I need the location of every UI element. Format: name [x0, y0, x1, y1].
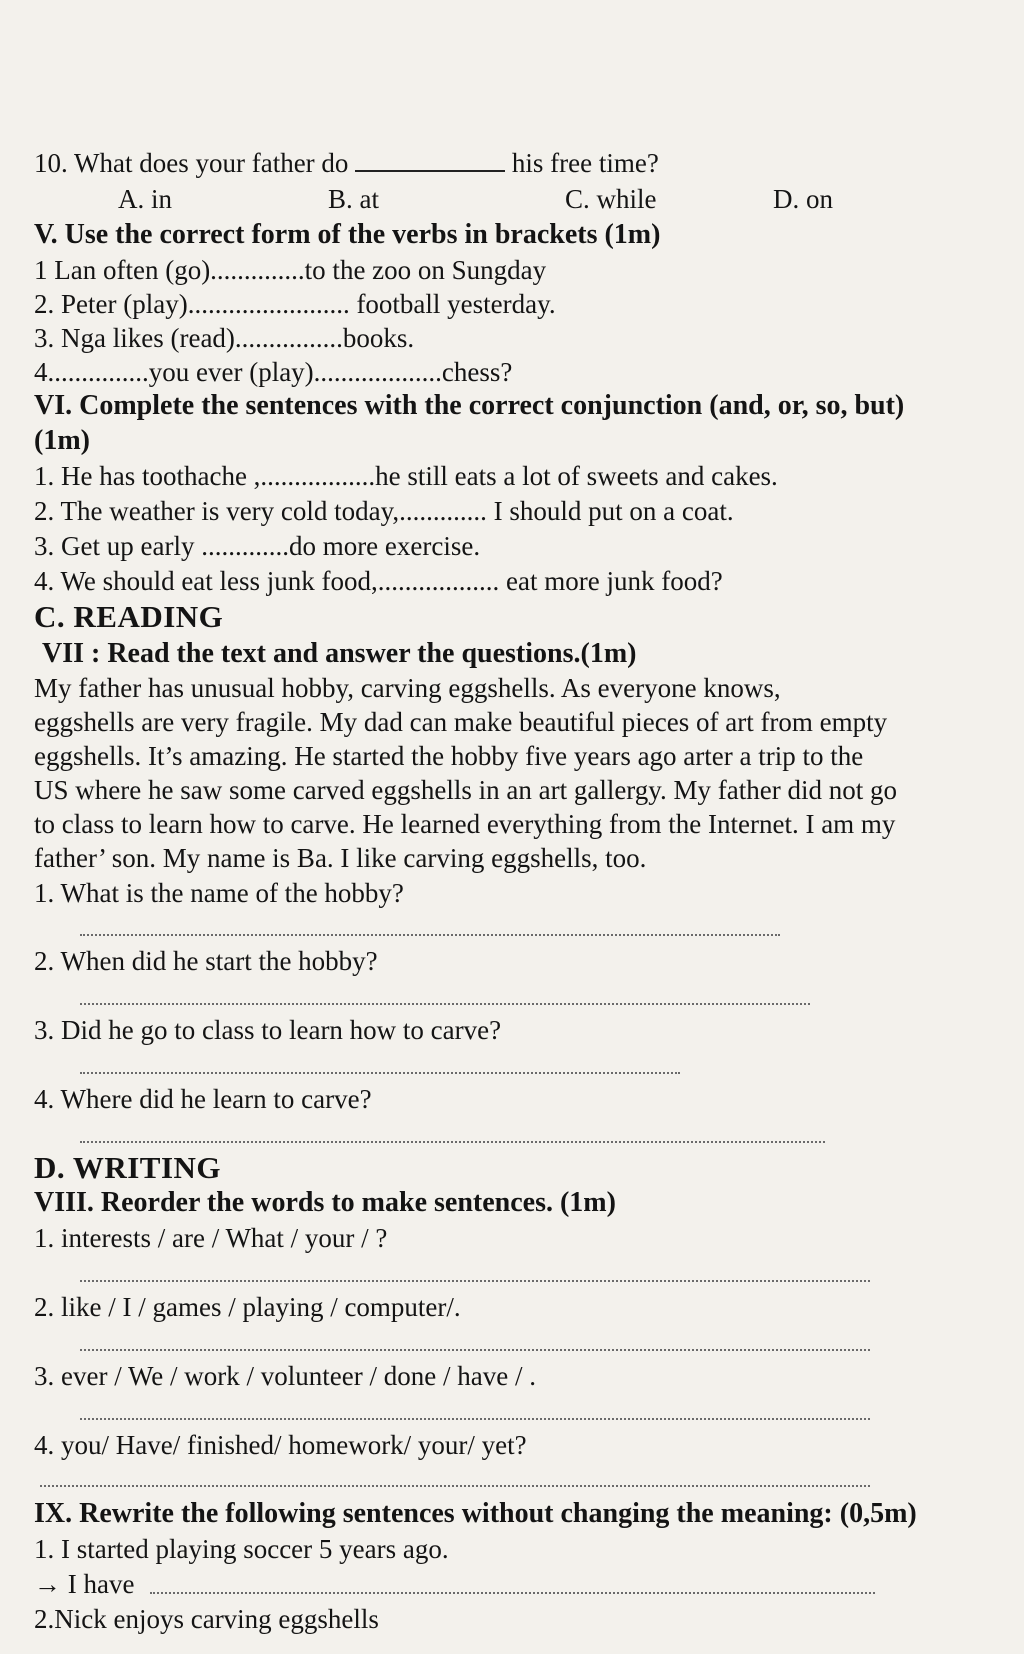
writing-heading: D. WRITING: [34, 1150, 222, 1185]
section-v-item-1: 1 Lan often (go)..............to the zoo on Sungday: [34, 255, 547, 285]
reorder-item-2: 2. like / I / games / playing / computer/.: [34, 1292, 461, 1322]
section-vi-title: VI. Complete the sentences with the correct conjunction (and, or, so, but): [34, 390, 905, 421]
section-vi-item-4: 4. We should eat less junk food,.................. eat more junk food?: [34, 566, 723, 596]
rewrite-item-2: 2.Nick enjoys carving eggshells: [34, 1604, 379, 1634]
rewrite-item-1: 1. I started playing soccer 5 years ago.: [34, 1534, 449, 1564]
answer-line[interactable]: [80, 934, 780, 936]
section-vii-title: VII : Read the text and answer the questions.(1m): [42, 638, 637, 669]
passage-line-5: to class to learn how to carve. He learned everything from the Internet. I am my: [34, 809, 896, 839]
section-vi-item-2: 2. The weather is very cold today,............. I should put on a coat.: [34, 496, 734, 526]
rewrite-answer-prompt: → I have: [34, 1569, 135, 1599]
q10-blank[interactable]: [355, 148, 505, 172]
section-v-item-3: 3. Nga likes (read)................books.: [34, 323, 415, 353]
answer-line[interactable]: [80, 1003, 810, 1005]
passage-line-6: father’ son. My name is Ba. I like carving eggshells, too.: [34, 843, 647, 873]
passage-line-2: eggshells are very fragile. My dad can make beautiful pieces of art from empty: [34, 707, 888, 737]
section-v-item-2: 2. Peter (play)........................ football yesterday.: [34, 289, 556, 319]
section-ix-title: IX. Rewrite the following sentences without changing the meaning: (0,5m): [34, 1498, 917, 1529]
answer-line[interactable]: [80, 1072, 680, 1074]
reading-question-1: 1. What is the name of the hobby?: [34, 878, 404, 908]
section-v-title: V. Use the correct form of the verbs in brackets (1m): [34, 219, 661, 250]
section-vi-item-1: 1. He has toothache ,.................he still eats a lot of sweets and cakes.: [34, 461, 778, 491]
q10-option-b: B. at: [328, 184, 379, 214]
reorder-item-1: 1. interests / are / What / your / ?: [34, 1223, 388, 1253]
answer-line[interactable]: [40, 1485, 870, 1487]
answer-line[interactable]: [80, 1418, 870, 1420]
reading-question-4: 4. Where did he learn to carve?: [34, 1084, 372, 1114]
passage-line-1: My father has unusual hobby, carving eggshells. As everyone knows,: [34, 673, 781, 703]
section-viii-title: VIII. Reorder the words to make sentences. (1m): [34, 1187, 616, 1218]
q10-option-d: D. on: [773, 184, 833, 214]
reorder-item-3: 3. ever / We / work / volunteer / done / have / .: [34, 1361, 536, 1391]
section-vi-item-3: 3. Get up early .............do more exercise.: [34, 531, 481, 561]
answer-line[interactable]: [80, 1349, 870, 1351]
section-vi-title-marks: (1m): [34, 425, 90, 456]
reading-heading: C. READING: [34, 599, 224, 634]
section-v-item-4: 4...............you ever (play)...................chess?: [34, 357, 513, 387]
answer-line[interactable]: [80, 1141, 825, 1143]
answer-line[interactable]: [150, 1592, 875, 1594]
q10-question: 10. What does your father do his free time?: [34, 148, 659, 178]
q10-option-a: A. in: [118, 184, 172, 214]
reading-question-2: 2. When did he start the hobby?: [34, 946, 378, 976]
reorder-item-4: 4. you/ Have/ finished/ homework/ your/ yet?: [34, 1430, 527, 1460]
answer-line[interactable]: [80, 1280, 870, 1282]
q10-option-c: C. while: [565, 184, 657, 214]
passage-line-3: eggshells. It’s amazing. He started the hobby five years ago arter a trip to the: [34, 741, 864, 771]
passage-line-4: US where he saw some carved eggshells in an art gallergy. My father did not go: [34, 775, 898, 805]
reading-question-3: 3. Did he go to class to learn how to carve?: [34, 1015, 502, 1045]
